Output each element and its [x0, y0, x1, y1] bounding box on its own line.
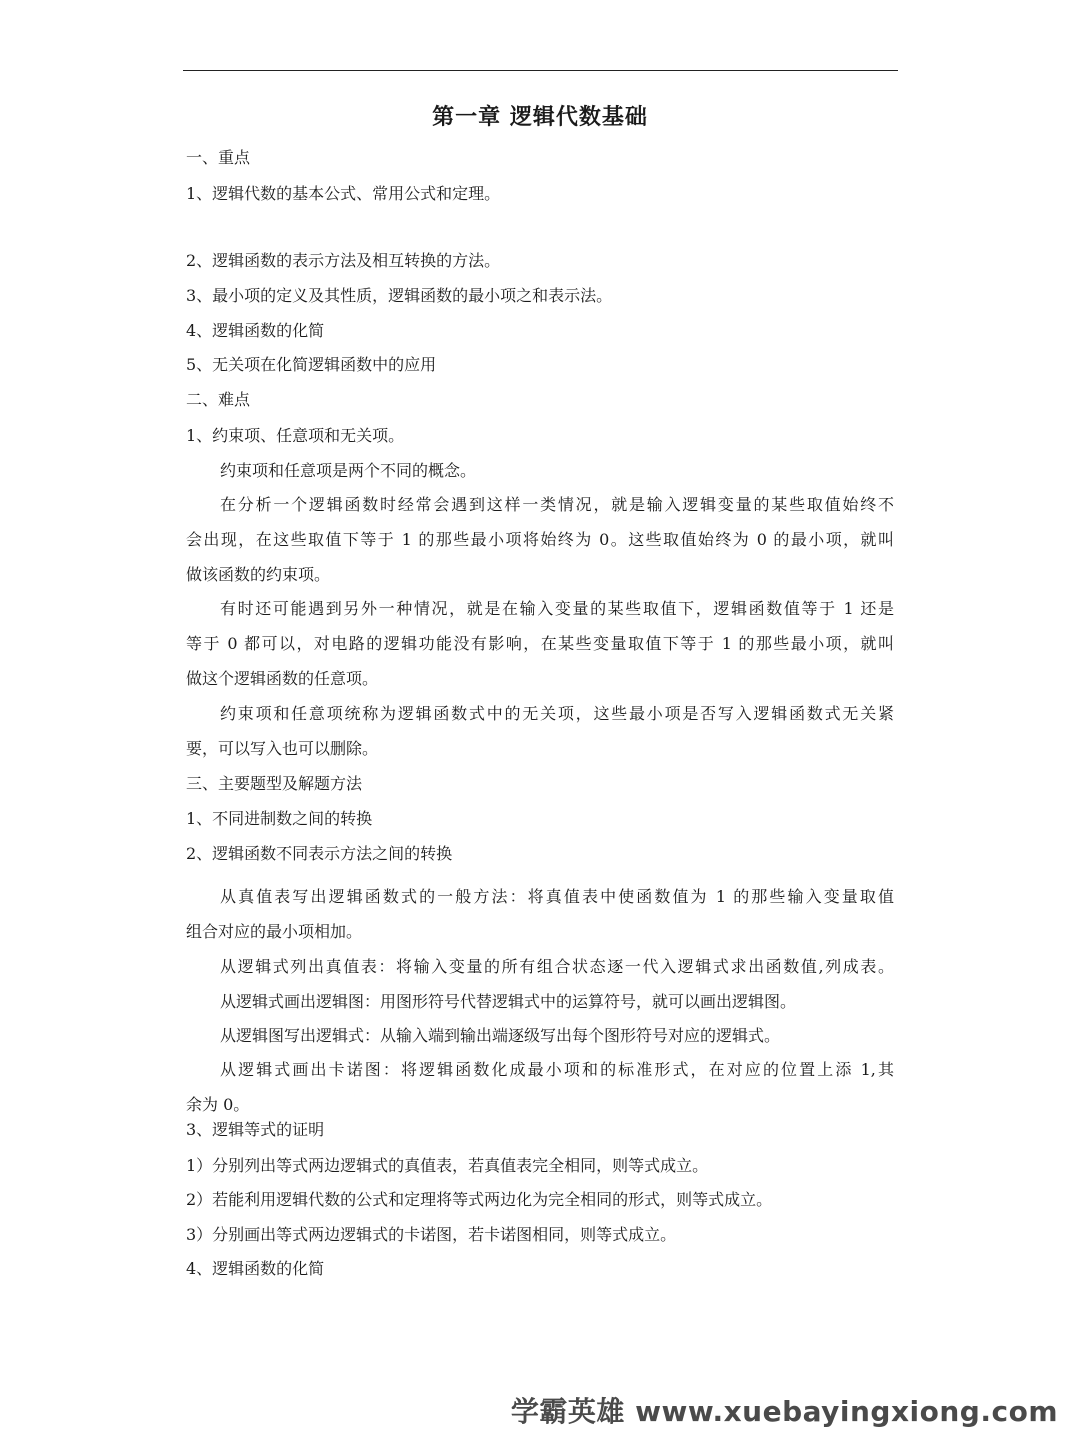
- text-line: 4、逻辑函数的化简: [186, 1259, 325, 1278]
- paragraph-line: 会出现，在这些取值下等于 1 的那些最小项将始终为 0。这些取值始终为 0 的最小项，就叫: [186, 530, 894, 549]
- text-line: 2、逻辑函数不同表示方法之间的转换: [186, 844, 453, 863]
- text-line: 3）分别画出等式两边逻辑式的卡诺图，若卡诺图相同，则等式成立。: [186, 1225, 677, 1244]
- text-line: 2）若能利用逻辑代数的公式和定理将等式两边化为完全相同的形式，则等式成立。: [186, 1190, 773, 1209]
- text-line: 3、最小项的定义及其性质，逻辑函数的最小项之和表示法。: [186, 286, 613, 305]
- chapter-title: 第一章 逻辑代数基础: [432, 105, 648, 130]
- text-line: 4、逻辑函数的化简: [186, 321, 325, 340]
- text-line: 1、约束项、任意项和无关项。: [186, 426, 405, 445]
- text-line: 5、无关项在化简逻辑函数中的应用: [186, 355, 437, 374]
- text-line: 2、逻辑函数的表示方法及相互转换的方法。: [186, 251, 501, 270]
- paragraph-line: 从逻辑式画出逻辑图：用图形符号代替逻辑式中的运算符号，就可以画出逻辑图。: [220, 992, 797, 1011]
- section-heading-question-types: 三、主要题型及解题方法: [186, 774, 363, 793]
- paragraph-line: 约束项和任意项是两个不同的概念。: [220, 461, 477, 480]
- paragraph-line: 从逻辑式画出卡诺图：将逻辑函数化成最小项和的标准形式，在对应的位置上添 1,其: [220, 1060, 894, 1079]
- section-heading-difficulties: 二、难点: [186, 390, 251, 409]
- paragraph-line: 从真值表写出逻辑函数式的一般方法：将真值表中使函数值为 1 的那些输入变量取值: [220, 887, 894, 906]
- section-heading-key-points: 一、重点: [186, 148, 251, 167]
- text-line: 1、逻辑代数的基本公式、常用公式和定理。: [186, 184, 501, 203]
- text-line: 1、不同进制数之间的转换: [186, 809, 373, 828]
- paragraph-line: 从逻辑图写出逻辑式：从输入端到输出端逐级写出每个图形符号对应的逻辑式。: [220, 1026, 781, 1045]
- text-line: 1）分别列出等式两边逻辑式的真值表，若真值表完全相同，则等式成立。: [186, 1156, 709, 1175]
- site-watermark: 学霸英雄 www.xuebayingxiong.com: [510, 1395, 1058, 1428]
- text-line: 3、逻辑等式的证明: [186, 1120, 325, 1139]
- paragraph-line: 要，可以写入也可以删除。: [186, 739, 379, 758]
- paragraph-line: 等于 0 都可以，对电路的逻辑功能没有影响，在某些变量取值下等于 1 的那些最小项，就叫: [186, 634, 894, 653]
- paragraph-line: 组合对应的最小项相加。: [186, 922, 363, 941]
- paragraph-line: 从逻辑式列出真值表：将输入变量的所有组合状态逐一代入逻辑式求出函数值,列成表。: [220, 957, 894, 976]
- paragraph-line: 约束项和任意项统称为逻辑函数式中的无关项，这些最小项是否写入逻辑函数式无关紧: [220, 704, 894, 723]
- paragraph-line: 有时还可能遇到另外一种情况，就是在输入变量的某些取值下，逻辑函数值等于 1 还是: [220, 599, 894, 618]
- paragraph-line: 做该函数的约束项。: [186, 565, 331, 584]
- header-rule: [183, 70, 898, 71]
- paragraph-line: 做这个逻辑函数的任意项。: [186, 669, 379, 688]
- paragraph-line: 在分析一个逻辑函数时经常会遇到这样一类情况，就是输入逻辑变量的某些取值始终不: [220, 495, 894, 514]
- paragraph-line: 余为 0。: [186, 1095, 250, 1114]
